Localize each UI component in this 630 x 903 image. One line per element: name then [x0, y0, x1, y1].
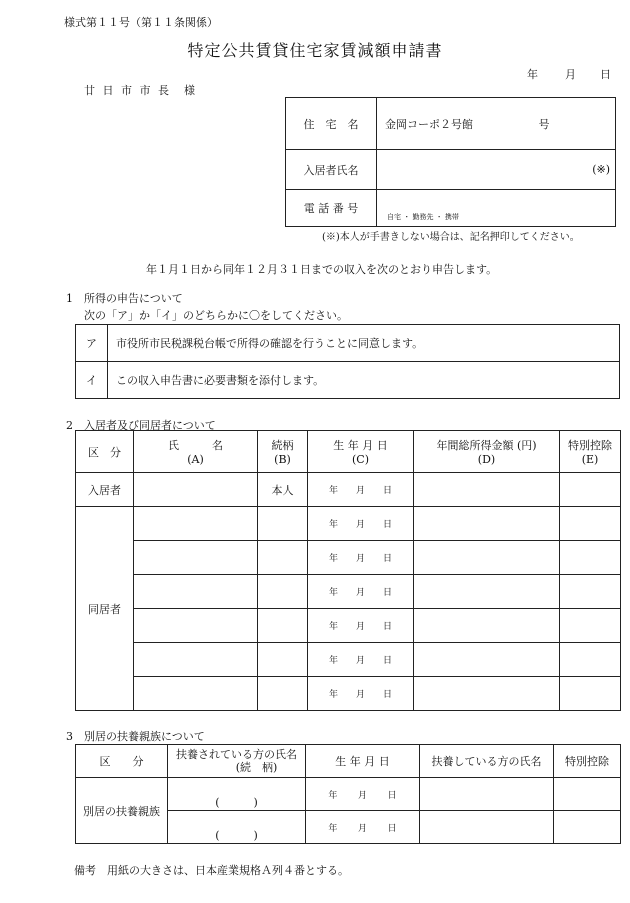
income-cell[interactable]: [414, 473, 560, 507]
option-key: ア: [76, 325, 108, 362]
household-table: [75, 430, 621, 711]
income-cell[interactable]: [414, 643, 560, 677]
ymd-year: 年: [328, 823, 338, 834]
deduction-header-code: (E): [581, 453, 599, 466]
deduction-cell[interactable]: [560, 643, 621, 677]
form-number: 様式第１１号（第１１条関係）: [64, 16, 218, 29]
birth-cell[interactable]: [308, 473, 414, 507]
declaration: 年１月１日から同年１２月３１日までの収入を次のとおり申告します。: [146, 263, 498, 276]
ymd-year: 年: [328, 588, 338, 598]
name-cell[interactable]: [134, 609, 258, 643]
date-year: 年: [527, 68, 538, 81]
table-row: [76, 778, 621, 811]
paren-close: ): [253, 829, 258, 842]
birth-cell[interactable]: [308, 541, 414, 575]
ymd-month: 月: [357, 823, 367, 834]
income-header: [414, 431, 560, 473]
table-row: [76, 609, 621, 643]
relation-cell[interactable]: 本人: [258, 473, 308, 507]
relation-header-label: 続柄: [271, 439, 294, 452]
ymd-year: 年: [328, 790, 338, 801]
ymd-month: 月: [357, 790, 367, 801]
income-cell[interactable]: [414, 507, 560, 541]
supported-relation-label: (続 柄): [235, 761, 278, 774]
deduction-cell[interactable]: [560, 507, 621, 541]
option-key: イ: [76, 362, 108, 399]
ymd-day: 日: [382, 656, 392, 666]
option-row[interactable]: [76, 325, 620, 362]
name-header-label: 氏 名: [168, 439, 223, 452]
ymd-year: 年: [328, 486, 338, 496]
deduction-cell[interactable]: [560, 609, 621, 643]
ymd-day: 日: [382, 588, 392, 598]
supporter-header: 扶養している方の氏名: [420, 745, 554, 778]
ymd-year: 年: [328, 622, 338, 632]
ymd-month: 月: [355, 622, 365, 632]
income-header-label: 年間総所得金額 (円): [436, 439, 537, 452]
phone-dash: [499, 225, 509, 227]
name-cell[interactable]: [134, 643, 258, 677]
ymd-month: 月: [355, 656, 365, 666]
name-header: [134, 431, 258, 473]
ymd-year: 年: [328, 520, 338, 530]
ymd-day: 日: [387, 823, 397, 834]
ymd-day: 日: [382, 622, 392, 632]
deduction-header: 特別控除: [554, 745, 621, 778]
phone-types: 自宅 ・ 勤務先 ・ 携帯: [387, 213, 459, 221]
relation-cell[interactable]: [258, 507, 308, 541]
table-row: [76, 677, 621, 711]
relation-cell[interactable]: [258, 575, 308, 609]
income-cell[interactable]: [414, 541, 560, 575]
option-text: 市役所市民税課税台帳で所得の確認を行うことに同意します。: [108, 325, 620, 362]
category-header: 区 分: [76, 745, 168, 778]
name-cell[interactable]: [134, 473, 258, 507]
table-row: [76, 575, 621, 609]
date-day: 日: [600, 68, 611, 81]
relation-cell[interactable]: [258, 677, 308, 711]
name-label: 入居者氏名: [286, 150, 377, 190]
birth-cell[interactable]: [308, 575, 414, 609]
name-cell[interactable]: [134, 677, 258, 711]
supporter-cell[interactable]: [420, 778, 554, 811]
table-row: [76, 473, 621, 507]
section1-instruction: 次の「ア」か「イ」のどちらかに〇をしてください。: [84, 309, 348, 322]
deduction-cell[interactable]: [560, 473, 621, 507]
ymd-year: 年: [328, 656, 338, 666]
residence-field[interactable]: [377, 98, 616, 150]
birth-cell[interactable]: [308, 677, 414, 711]
name-mark: (※): [592, 163, 610, 176]
ymd-month: 月: [355, 554, 365, 564]
ymd-year: 年: [328, 690, 338, 700]
ymd-day: 日: [382, 690, 392, 700]
birth-header-label: 生 年 月 日: [333, 439, 388, 452]
supported-name-cell[interactable]: [168, 811, 306, 844]
relation-cell[interactable]: [258, 541, 308, 575]
supported-name-header: [168, 745, 306, 778]
table-row: [76, 541, 621, 575]
table-row: [76, 507, 621, 541]
ymd-day: 日: [387, 790, 397, 801]
relation-cell[interactable]: [258, 643, 308, 677]
birth-cell[interactable]: [308, 643, 414, 677]
ymd-month: 月: [355, 520, 365, 530]
deduction-cell[interactable]: [560, 677, 621, 711]
deduction-cell[interactable]: [554, 778, 621, 811]
relation-header: [258, 431, 308, 473]
supported-name-label: 扶養されている方の氏名: [176, 748, 297, 761]
deduction-header: [560, 431, 621, 473]
deduction-cell[interactable]: [560, 541, 621, 575]
paren-open: (: [215, 796, 220, 809]
ymd-day: 日: [382, 554, 392, 564]
category-header: 区 分: [76, 431, 134, 473]
table-row: [76, 643, 621, 677]
applicant-note: (※)本人が手書きしない場合は、記名押印してください。: [322, 232, 580, 243]
residence-value: 金岡コーポ２号館: [385, 117, 473, 131]
name-header-code: (A): [187, 453, 204, 466]
phone-label: 電 話 番 号: [286, 190, 377, 227]
birth-cell[interactable]: [308, 609, 414, 643]
supported-name-cell[interactable]: [168, 778, 306, 811]
birth-header: [308, 431, 414, 473]
birth-cell[interactable]: [306, 811, 420, 844]
income-cell[interactable]: [414, 575, 560, 609]
deduction-cell[interactable]: [560, 575, 621, 609]
option-row[interactable]: [76, 362, 620, 399]
ymd-day: 日: [382, 486, 392, 496]
phone-open: [383, 225, 387, 227]
supporter-cell[interactable]: [420, 811, 554, 844]
ymd-day: 日: [382, 520, 392, 530]
birth-cell[interactable]: [308, 507, 414, 541]
paren-close: ): [253, 796, 258, 809]
ymd-month: 月: [355, 588, 365, 598]
applicant-table: [285, 97, 616, 227]
dependent-label: 別居の扶養親族: [76, 778, 168, 844]
phone-field[interactable]: [377, 190, 616, 227]
name-cell[interactable]: [134, 507, 258, 541]
birth-header: 生 年 月 日: [306, 745, 420, 778]
income-cell[interactable]: [414, 677, 560, 711]
income-header-code: (D): [477, 453, 496, 466]
ymd-month: 月: [355, 486, 365, 496]
relation-header-code: (B): [274, 453, 291, 466]
cohabitant-label: 同居者: [76, 507, 134, 711]
section1-heading: 1 所得の申告について: [66, 292, 183, 305]
room-suffix: 号: [538, 117, 550, 131]
addressee: 廿 日 市 市 長 様: [84, 84, 197, 97]
name-field[interactable]: [377, 150, 616, 190]
remarks: 備考 用紙の大きさは、日本産業規格Ａ列４番とする。: [74, 864, 349, 877]
deduction-cell[interactable]: [554, 811, 621, 844]
name-cell[interactable]: [134, 541, 258, 575]
section2-heading: 2 入居者及び同居者について: [66, 419, 216, 432]
ymd-month: 月: [355, 690, 365, 700]
option-text: この収入申告書に必要書類を添付します。: [108, 362, 620, 399]
birth-header-code: (C): [352, 453, 369, 466]
income-cell[interactable]: [414, 609, 560, 643]
section3-heading: 3 別居の扶養親族について: [66, 730, 205, 743]
paren-open: (: [215, 829, 220, 842]
birth-cell[interactable]: [306, 778, 420, 811]
residence-label: 住 宅 名: [286, 98, 377, 150]
dependents-table: [75, 744, 621, 844]
ymd-year: 年: [328, 554, 338, 564]
deduction-header-label: 特別控除: [568, 439, 612, 452]
resident-label: 入居者: [76, 473, 134, 507]
phone-close: [445, 225, 449, 227]
page-title: 特定公共賃貸住宅家賃減額申請書: [187, 41, 443, 60]
date-month: 月: [565, 68, 576, 81]
relation-cell[interactable]: [258, 609, 308, 643]
name-cell[interactable]: [134, 575, 258, 609]
income-consent-table: [75, 324, 620, 399]
